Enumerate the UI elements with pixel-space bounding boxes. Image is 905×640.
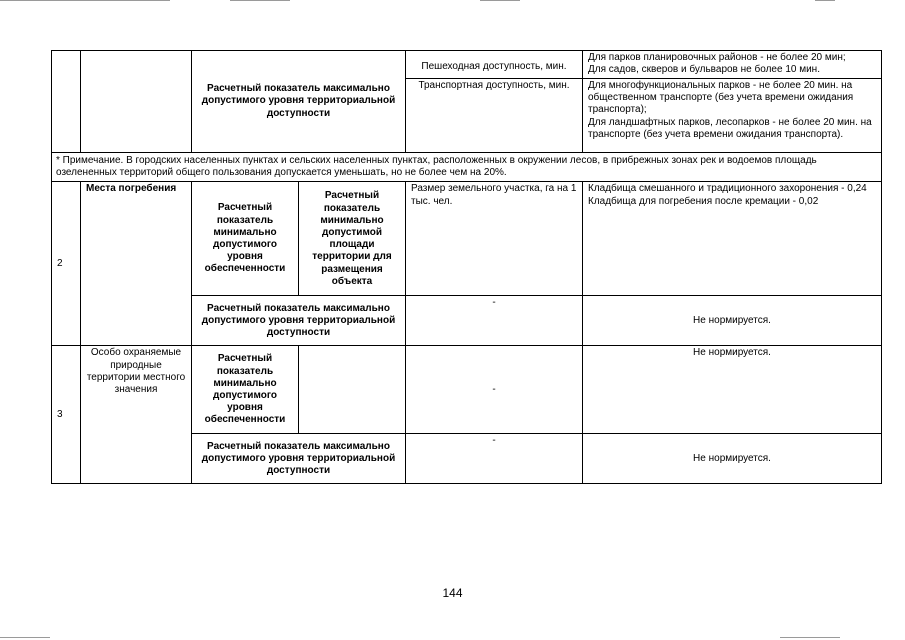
param-transport: Транспортная доступность, мин. [406,79,583,153]
page-number: 144 [442,586,463,600]
indicator-max-access: Расчетный показатель максимально допустимого уровня территориальной доступности [192,434,406,484]
indicator-min-provision: Расчетный показатель минимально допустимого уровня обеспеченности [192,182,299,296]
row-number: 3 [52,346,81,484]
dash-value: - [406,346,583,434]
object-name: Особо охраняемые природные территории местного значения [81,346,192,484]
row-number: 2 [52,182,81,346]
value-walking: Для парков планировочных районов - не более 20 мин; Для садов, скверов и бульваров не более 10 мин. [583,51,882,79]
table-row [52,153,882,182]
object-cell [81,51,192,153]
not-normalized: Не нормируется. [583,296,882,346]
footnote: * Примечание. В городских населенных пунктах и сельских населенных пунктах, расположенных в окружении лесов, в прибрежных зонах рек и водоемов площадь озелененных территорий общего пользования допускается уменьшать, но не более чем на 20%. [52,153,882,182]
dash-value: - [406,434,583,484]
standards-table [51,50,882,484]
scan-edge-line [230,0,290,1]
table-row [52,182,882,296]
indicator-min-area: Расчетный показатель минимально допустимой площади территории для размещения объекта [299,182,406,296]
indicator-max-access: Расчетный показатель максимально допустимого уровня территориальной доступности [192,296,406,346]
object-name: Места погребения [81,182,192,346]
param-walking: Пешеходная доступность, мин. [406,51,583,79]
empty-cell [299,346,406,434]
table-row [52,51,882,79]
indicator-max-access: Расчетный показатель максимально допустимого уровня территориальной доступности [192,51,406,153]
row-number-cell [52,51,81,153]
not-normalized: Не нормируется. [583,434,882,484]
not-normalized: Не нормируется. [583,346,882,434]
dash-value: - [406,296,583,346]
scan-edge-line [0,0,170,1]
scan-edge-line [780,637,840,638]
scan-edge-line [0,637,50,638]
table-row [52,346,882,434]
scan-edge-line [480,0,520,1]
indicator-min-provision: Расчетный показатель минимально допустимого уровня обеспеченности [192,346,299,434]
scan-edge-line [815,0,835,1]
param-land-size: Размер земельного участка, га на 1 тыс. чел. [406,182,583,296]
value-land-size: Кладбища смешанного и традиционного захоронения - 0,24 Кладбища для погребения после кремации - 0,02 [583,182,882,296]
value-transport: Для многофункциональных парков - не более 20 мин. на общественном транспорте (без учета времени ожидания транспорта); Для ландшафтных парков, лесопарков - не более 20 мин. на транспорте (без учета времени ожидания транспорта). [583,79,882,153]
